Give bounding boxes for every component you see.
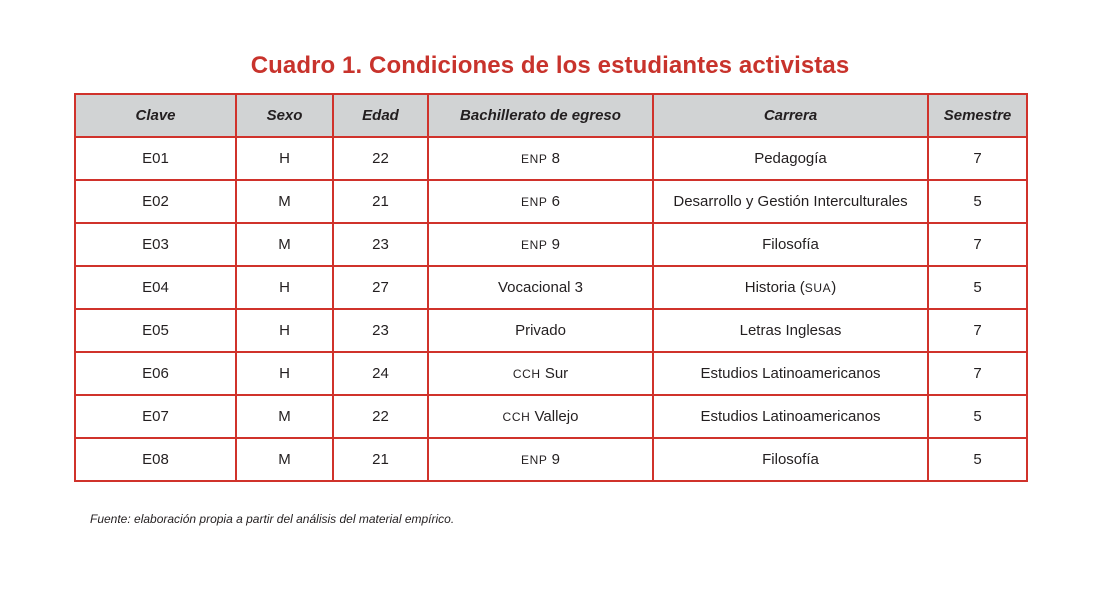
- bachillerato-name: 6: [551, 193, 560, 210]
- cell-clave: E08: [75, 438, 236, 481]
- bachillerato-name: 9: [551, 236, 560, 253]
- column-header-sexo: Sexo: [236, 94, 333, 137]
- table-row: [75, 266, 1027, 309]
- table-row: [75, 223, 1027, 266]
- cell-edad: 24: [333, 352, 428, 395]
- cell-sexo: H: [236, 137, 333, 180]
- cell-bachillerato: [428, 266, 653, 309]
- cell-semestre: 7: [928, 137, 1027, 180]
- cell-clave: E04: [75, 266, 236, 309]
- cell-semestre: 5: [928, 266, 1027, 309]
- cell-clave: E05: [75, 309, 236, 352]
- carrera-name: Filosofía: [762, 236, 819, 253]
- bachillerato-prefix: CCH: [502, 410, 531, 424]
- cell-carrera: [653, 395, 928, 438]
- carrera-abbr: SUA: [804, 281, 832, 295]
- bachillerato-prefix: ENP: [521, 152, 548, 166]
- cell-clave: E07: [75, 395, 236, 438]
- cell-edad: 21: [333, 180, 428, 223]
- cell-carrera: [653, 180, 928, 223]
- cell-bachillerato: [428, 309, 653, 352]
- cell-sexo: M: [236, 395, 333, 438]
- table-row: [75, 438, 1027, 481]
- table-row: [75, 180, 1027, 223]
- column-header-bachillerato: Bachillerato de egreso: [428, 94, 653, 137]
- table-body: [75, 137, 1027, 481]
- cell-bachillerato: [428, 137, 653, 180]
- cell-sexo: H: [236, 352, 333, 395]
- cell-bachillerato: [428, 180, 653, 223]
- carrera-name: Estudios Latinoamericanos: [700, 408, 881, 425]
- cell-carrera: [653, 309, 928, 352]
- carrera-name: Desarrollo y Gestión Interculturales: [673, 193, 908, 210]
- column-header-edad: Edad: [333, 94, 428, 137]
- cell-semestre: 7: [928, 223, 1027, 266]
- cell-edad: 22: [333, 395, 428, 438]
- cell-semestre: 5: [928, 438, 1027, 481]
- cell-carrera: [653, 266, 928, 309]
- cell-sexo: H: [236, 309, 333, 352]
- cell-semestre: 5: [928, 180, 1027, 223]
- carrera-name: Letras Inglesas: [739, 322, 842, 339]
- cell-sexo: H: [236, 266, 333, 309]
- column-header-semestre: Semestre: [928, 94, 1027, 137]
- cell-bachillerato: [428, 438, 653, 481]
- table-row: [75, 137, 1027, 180]
- cell-sexo: M: [236, 438, 333, 481]
- cell-bachillerato: [428, 223, 653, 266]
- bachillerato-name: Privado: [515, 322, 566, 339]
- table-title: Cuadro 1. Condiciones de los estudiantes activistas: [250, 52, 850, 79]
- cell-clave: E02: [75, 180, 236, 223]
- cell-semestre: 5: [928, 395, 1027, 438]
- cell-carrera: [653, 438, 928, 481]
- carrera-name: Filosofía: [762, 451, 819, 468]
- bachillerato-name: Vocacional 3: [497, 279, 584, 296]
- bachillerato-prefix: ENP: [521, 238, 548, 252]
- students-table: [74, 93, 1028, 482]
- cell-semestre: 7: [928, 309, 1027, 352]
- cell-edad: 27: [333, 266, 428, 309]
- cell-edad: 21: [333, 438, 428, 481]
- cell-clave: E01: [75, 137, 236, 180]
- cell-edad: 22: [333, 137, 428, 180]
- cell-carrera: [653, 137, 928, 180]
- cell-bachillerato: [428, 395, 653, 438]
- bachillerato-prefix: CCH: [512, 367, 541, 381]
- carrera-name: Pedagogía: [754, 150, 827, 167]
- table-row: [75, 352, 1027, 395]
- carrera-name: Estudios Latinoamericanos: [700, 365, 881, 382]
- header-row: [75, 94, 1027, 137]
- column-header-clave: Clave: [75, 94, 236, 137]
- cell-edad: 23: [333, 309, 428, 352]
- bachillerato-name: 9: [551, 451, 560, 468]
- cell-sexo: M: [236, 180, 333, 223]
- bachillerato-prefix: ENP: [521, 453, 548, 467]
- cell-bachillerato: [428, 352, 653, 395]
- column-header-carrera: Carrera: [653, 94, 928, 137]
- cell-edad: 23: [333, 223, 428, 266]
- cell-sexo: M: [236, 223, 333, 266]
- bachillerato-name: Vallejo: [534, 408, 579, 425]
- cell-clave: E03: [75, 223, 236, 266]
- bachillerato-prefix: ENP: [521, 195, 548, 209]
- table-row: [75, 309, 1027, 352]
- carrera-name: Historia (: [744, 279, 805, 296]
- cell-clave: E06: [75, 352, 236, 395]
- carrera-suffix: ): [831, 279, 837, 296]
- bachillerato-name: Sur: [544, 365, 569, 382]
- cell-carrera: [653, 352, 928, 395]
- cell-semestre: 7: [928, 352, 1027, 395]
- table-row: [75, 395, 1027, 438]
- source-note: Fuente: elaboración propia a partir del análisis del material empírico.: [90, 512, 455, 526]
- bachillerato-name: 8: [551, 150, 560, 167]
- cell-carrera: [653, 223, 928, 266]
